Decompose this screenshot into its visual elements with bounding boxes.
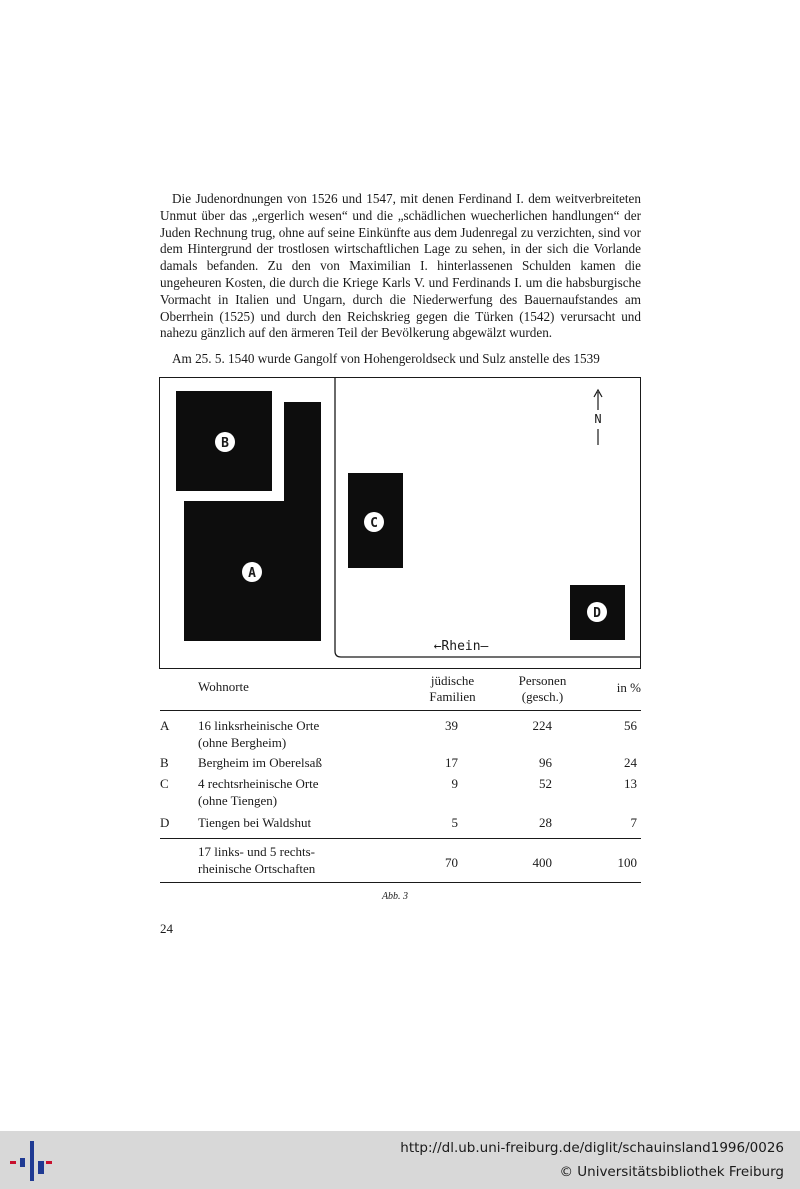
header-persons-line2: (gesch.) [521,689,564,704]
library-logo-icon [10,1141,52,1181]
settlement-map [159,377,641,669]
row-percent: 7 [630,815,637,830]
header-persons-line1: Personen [518,673,567,688]
row-key: C [160,776,169,791]
row-place-note: (ohne Bergheim) [198,735,287,750]
row-families: 17 [445,755,458,770]
total-persons: 400 [532,855,552,870]
region-b-label: B [221,436,229,451]
region-c-label: C [370,516,378,531]
table-bottom-rule [160,882,641,883]
row-percent: 24 [624,755,637,770]
total-percent: 100 [617,855,637,870]
header-wohnorte: Wohnorte [198,679,249,694]
row-key: D [160,815,170,830]
row-place-note: (ohne Tiengen) [198,793,278,808]
header-families-line1: jüdische [430,673,475,688]
table-total-rule [160,838,641,839]
row-families: 39 [445,718,458,733]
body-paragraph-continued: Am 25. 5. 1540 wurde Gangolf von Hohengeroldseck und Sulz anstelle des 1539 [172,351,600,366]
total-place: 17 links- und 5 rechts- [198,844,315,859]
north-label: N [594,412,602,426]
page-number: 24 [160,921,173,936]
row-persons: 224 [532,718,552,733]
footer-bar [0,1131,800,1189]
source-url-link[interactable]: http://dl.ub.uni-freiburg.de/diglit/schauinsland1996/0026 [400,1140,784,1156]
figure-caption: Abb. 3 [381,891,409,902]
header-families-line2: Familien [429,689,476,704]
header-percent: in % [616,680,641,695]
row-families: 9 [451,776,458,791]
row-place: 4 rechtsrheinische Orte [198,776,319,791]
row-persons: 52 [539,776,552,791]
row-place: Tiengen bei Waldshut [198,815,312,830]
copyright-notice: © Universitätsbibliothek Freiburg [559,1164,784,1180]
row-place: Bergheim im Oberelsaß [198,755,322,770]
table-header-rule [160,710,641,711]
row-persons: 96 [539,755,552,770]
row-families: 5 [451,815,458,830]
row-key: B [160,755,169,770]
total-families: 70 [445,855,458,870]
region-a-label: A [248,566,256,581]
row-percent: 13 [624,776,637,791]
row-persons: 28 [539,815,552,830]
row-place: 16 linksrheinische Orte [198,718,320,733]
row-key: A [160,718,170,733]
total-place-cont: rheinische Ortschaften [198,861,316,876]
region-d-label: D [593,606,601,621]
rhine-label: ←Rhein— [433,639,489,654]
row-percent: 56 [624,718,637,733]
body-paragraph: Die Judenordnungen von 1526 und 1547, mit denen Ferdinand I. dem weitverbreiteten Unmut über das „ergerlich wesen“ und die „schädlichen wuecherlichen handlungen“ der Juden Rechnung trug, ohne auf seine Einkünfte aus dem Judenregal zu verzichten, sind vor dem Hintergrund der trostlosen wirtschaftlichen Lage zu sehen, in der sich die Vorlande damals befanden. Zu den von Maximilian I. hinterlassenen Schulden kamen die ungeheuren Kosten, die durch die Kriege Karls V. und Ferdinands I. um die habsburgische Vormacht in Italien und Ungarn, durch die Niederwerfung des Bauernaufstandes am Oberrhein (1525) und durch den Reichskrieg gegen die Türken (1542) verursacht und nahezu gänzlich auf den ärmeren Teil der Bevölkerung abgewälzt wurden. [160,191,641,341]
